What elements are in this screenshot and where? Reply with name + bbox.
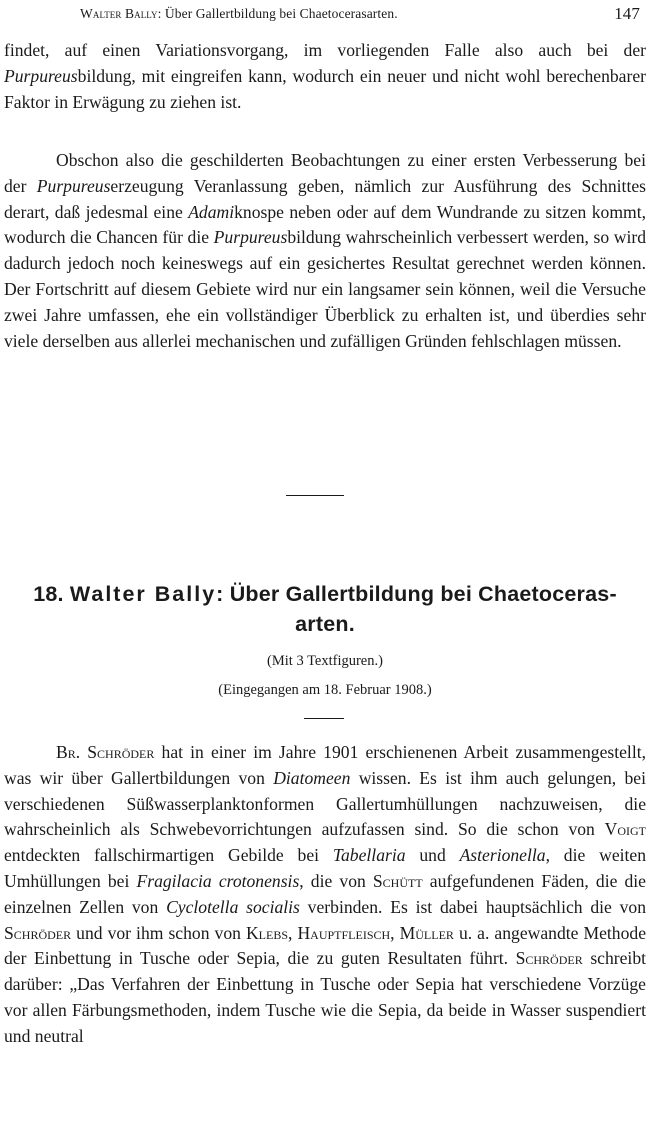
article-author: Walter Bally [69, 582, 217, 606]
text-run: hat in einer im Jahre 1901 erschienenen Arbeit zusammengestellt, was wir über Gallertbildungen von [4, 742, 646, 788]
running-title-text: : Über Gallertbildung bei Chaetocerasarten. [157, 6, 398, 21]
text-run: , [288, 922, 298, 943]
continuation-paragraph-2 [4, 148, 646, 354]
text-run: entdeckten fallschirmartigen Gebilde bei [4, 845, 333, 866]
text-run: und [405, 845, 460, 866]
page-number: 147 [614, 4, 640, 23]
text-run: Obschon also die geschilderten Beobachtungen zu einer ersten Verbesserung bei der [4, 150, 646, 196]
author-name: Schröder [4, 922, 72, 943]
author-name: Br. Schröder [56, 742, 155, 762]
author-name: Schütt [372, 870, 423, 891]
text-run: knospe neben oder auf dem Wundrande zu sitzen kommt, wodurch die Chancen für die [4, 201, 646, 248]
article-title-line-1: : Über Gallertbildung bei Chaetoceras- [216, 582, 617, 606]
author-name: Klebs [245, 922, 289, 943]
article-title [4, 579, 646, 639]
italic-term: Fragilacia crotonensis [136, 870, 300, 891]
continuation-paragraph-1 [4, 38, 646, 115]
italic-term: Adami [188, 201, 235, 222]
running-header [44, 4, 640, 26]
text-run: , die von [299, 870, 373, 891]
text-run: bildung, mit eingreifen kann, wodurch ein neuer und nicht wohl berechenbarer Faktor in Erwägung zu ziehen ist. [4, 65, 646, 112]
text-run: aufgefundenen Fäden, die die einzelnen Zellen von [4, 870, 646, 917]
title-rule [304, 718, 344, 719]
text-run: u. a. angewandte Methode der Einbettung in Tusche oder Sepia, die zu guten Resultaten führt. [4, 922, 647, 969]
text-run: und vor ihm schon von [71, 922, 246, 943]
italic-term: Purpureus [4, 65, 78, 86]
italic-term: Cyclotella socialis [166, 896, 300, 917]
figures-note: (Mit 3 Textfiguren.) [267, 653, 383, 669]
author-name: Schröder [515, 948, 583, 969]
article-title-line-2: arten. [295, 612, 355, 636]
italic-term: Purpureus [36, 175, 111, 196]
body-paragraph-1 [4, 740, 646, 1050]
italic-term: Diatomeen [273, 767, 351, 788]
received-note: (Eingegangen am 18. Februar 1908.) [218, 682, 432, 698]
author-name: Müller [399, 922, 454, 943]
text-run: bildung wahrscheinlich verbessert werden, so wird dadurch jedoch noch keineswegs auf ein gesichertes Resultat gerechnet werden können. Der Fortschritt auf diesem Gebiete wird nur ein langsamer sein können, weil die Versuche zwei Jahre umfassen, ehe ein vollständiger Überblick zu erhalten ist, und überdies sehr viele derselben aus allerlei mechanischen und zufälligen Gründen fehlschlagen müssen. [4, 227, 647, 351]
italic-term: Purpureus [213, 227, 288, 248]
text-run: , die weiten Umhüllungen bei [4, 845, 647, 891]
author-name: Voigt [604, 819, 646, 840]
running-title [80, 6, 398, 22]
italic-term: Tabellaria [332, 845, 406, 866]
text-run: verbinden. Es ist dabei hauptsächlich die von [299, 896, 646, 917]
running-title-author: Walter Bally [80, 6, 158, 21]
text-run: schreibt darüber: „Das Verfahren der Einbettung in Tusche oder Sepia hat verschiedene Vorzüge vor allen Färbungsmethoden, indem Tusche wie die Sepia, da beide in Wasser suspendiert und neutral [4, 948, 647, 1046]
article-number: 18. [33, 582, 64, 606]
text-run: , [390, 922, 400, 943]
italic-term: Asterionella [459, 845, 546, 866]
author-name: Hauptfleisch [297, 922, 391, 943]
text-run: erzeugung Veranlassung geben, nämlich zur Ausführung des Schnittes derart, daß jedesmal eine [4, 175, 646, 222]
text-run: findet, auf einen Variationsvorgang, im vorliegenden Falle also auch bei der [4, 40, 646, 60]
section-divider [286, 495, 344, 496]
text-run: wissen. Es ist ihm auch gelungen, bei verschiedenen Süßwasserplanktonformen Gallertumhüllungen nachzuweisen, die wahrscheinlich als Schwebevorrichtungen aufzufassen sind. So die schon von [4, 767, 647, 840]
